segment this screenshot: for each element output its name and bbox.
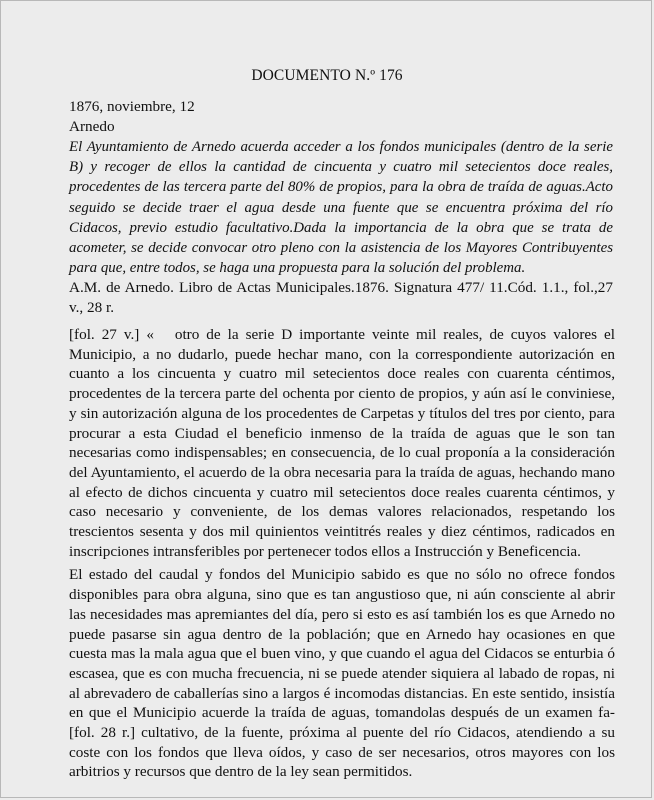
document-header (69, 97, 613, 318)
document-place: Arnedo (69, 118, 115, 135)
body-paragraph: [fol. 27 v.] « otro de la serie D importante veinte mil reales, de cuyos valores el Municipio, a no dudarlo, puede hechar mano, con la correspondiente autorización en cuanto a los cincuenta y cuatro mil setecientos doce reales con cuarenta céntimos, procedentes de la tercera parte del ochenta por ciento de propios, y aún así le conviniese, y sin autorización alguna de los procedentes de Carpetas y títulos del tres por ciento, para procurar a esta Ciudad el beneficio inmenso de la traída de aguas que le son tan necesarias como indispensables; en consecuencia, de lo cual proponía a la consideración del Ayuntamiento, el acuerdo de la obra necesaria para la traída de aguas, hechando mano al efecto de dichos cincuenta y cuatro mil setecientos doce reales cuarenta céntimos, y caso necesario y conveniente, de los demas valores relacionados, respetando los trescientos sesenta y dos mil quinientos veintitrés reales y diez céntimos, radicados en inscripciones intransferibles por pertenecer todos ellos a Instrucción y Beneficencia. (69, 326, 615, 560)
document-source: A.M. de Arnedo. Libro de Actas Municipales.1876. Signatura 477/ 11.Cód. 1.1., fol.,27 v., 28 r. (69, 279, 613, 317)
document-title: DOCUMENTO N.º 176 (251, 67, 403, 84)
document-summary: El Ayuntamiento de Arnedo acuerda acceder a los fondos municipales (dentro de la serie B) y recoger de ellos la cantidad de cincuenta y cuatro mil setecientos doce reales, procedentes de las tercera parte del 80% de propios, para la obra de traída de aguas.Acto seguido se decide traer el agua desde una fuente que se encuentra próxima del río Cidacos, previo estudio facultativo.Dada la importancia de la obra que se trata de acometer, se decide convocar otro pleno con la asistencia de los Mayores Contribuyentes para que, entre todos, se haga una propuesta para la solución del problema. (69, 139, 613, 277)
document-body (69, 325, 615, 782)
document-date: 1876, noviembre, 12 (69, 98, 195, 115)
body-paragraph: El estado del caudal y fondos del Municipio sabido es que no sólo no ofrece fondos disponibles para obra alguna, sino que es tan angustioso que, ni aún consciente al abrir las necesidades mas apremiantes del día, pero si esto es así también los es que Arnedo no puede pasarse sin agua dentro de la población; que en Arnedo hay ocasiones en que cuesta mas la mala agua que el buen vino, y que cuando el agua del Cidacos se enturbia ó escasea, que es con mucha frecuencia, ni se puede atender siquiera al labado de ropas, ni al abrevadero de caballerías sino a largos é incomodas distancias. En este sentido, insistía en que el Municipio acuerde la traída de aguas, tomandolas después de un examen fa- [fol. 28 r.] cultativo, de la fuente, próxima al puente del río Cidacos, atendiendo a su coste con los fondos que lleva oídos, y caso de ser necesarios, otros mayores con los arbitrios y recursos que dentro de la ley sean permitidos. (69, 566, 615, 781)
